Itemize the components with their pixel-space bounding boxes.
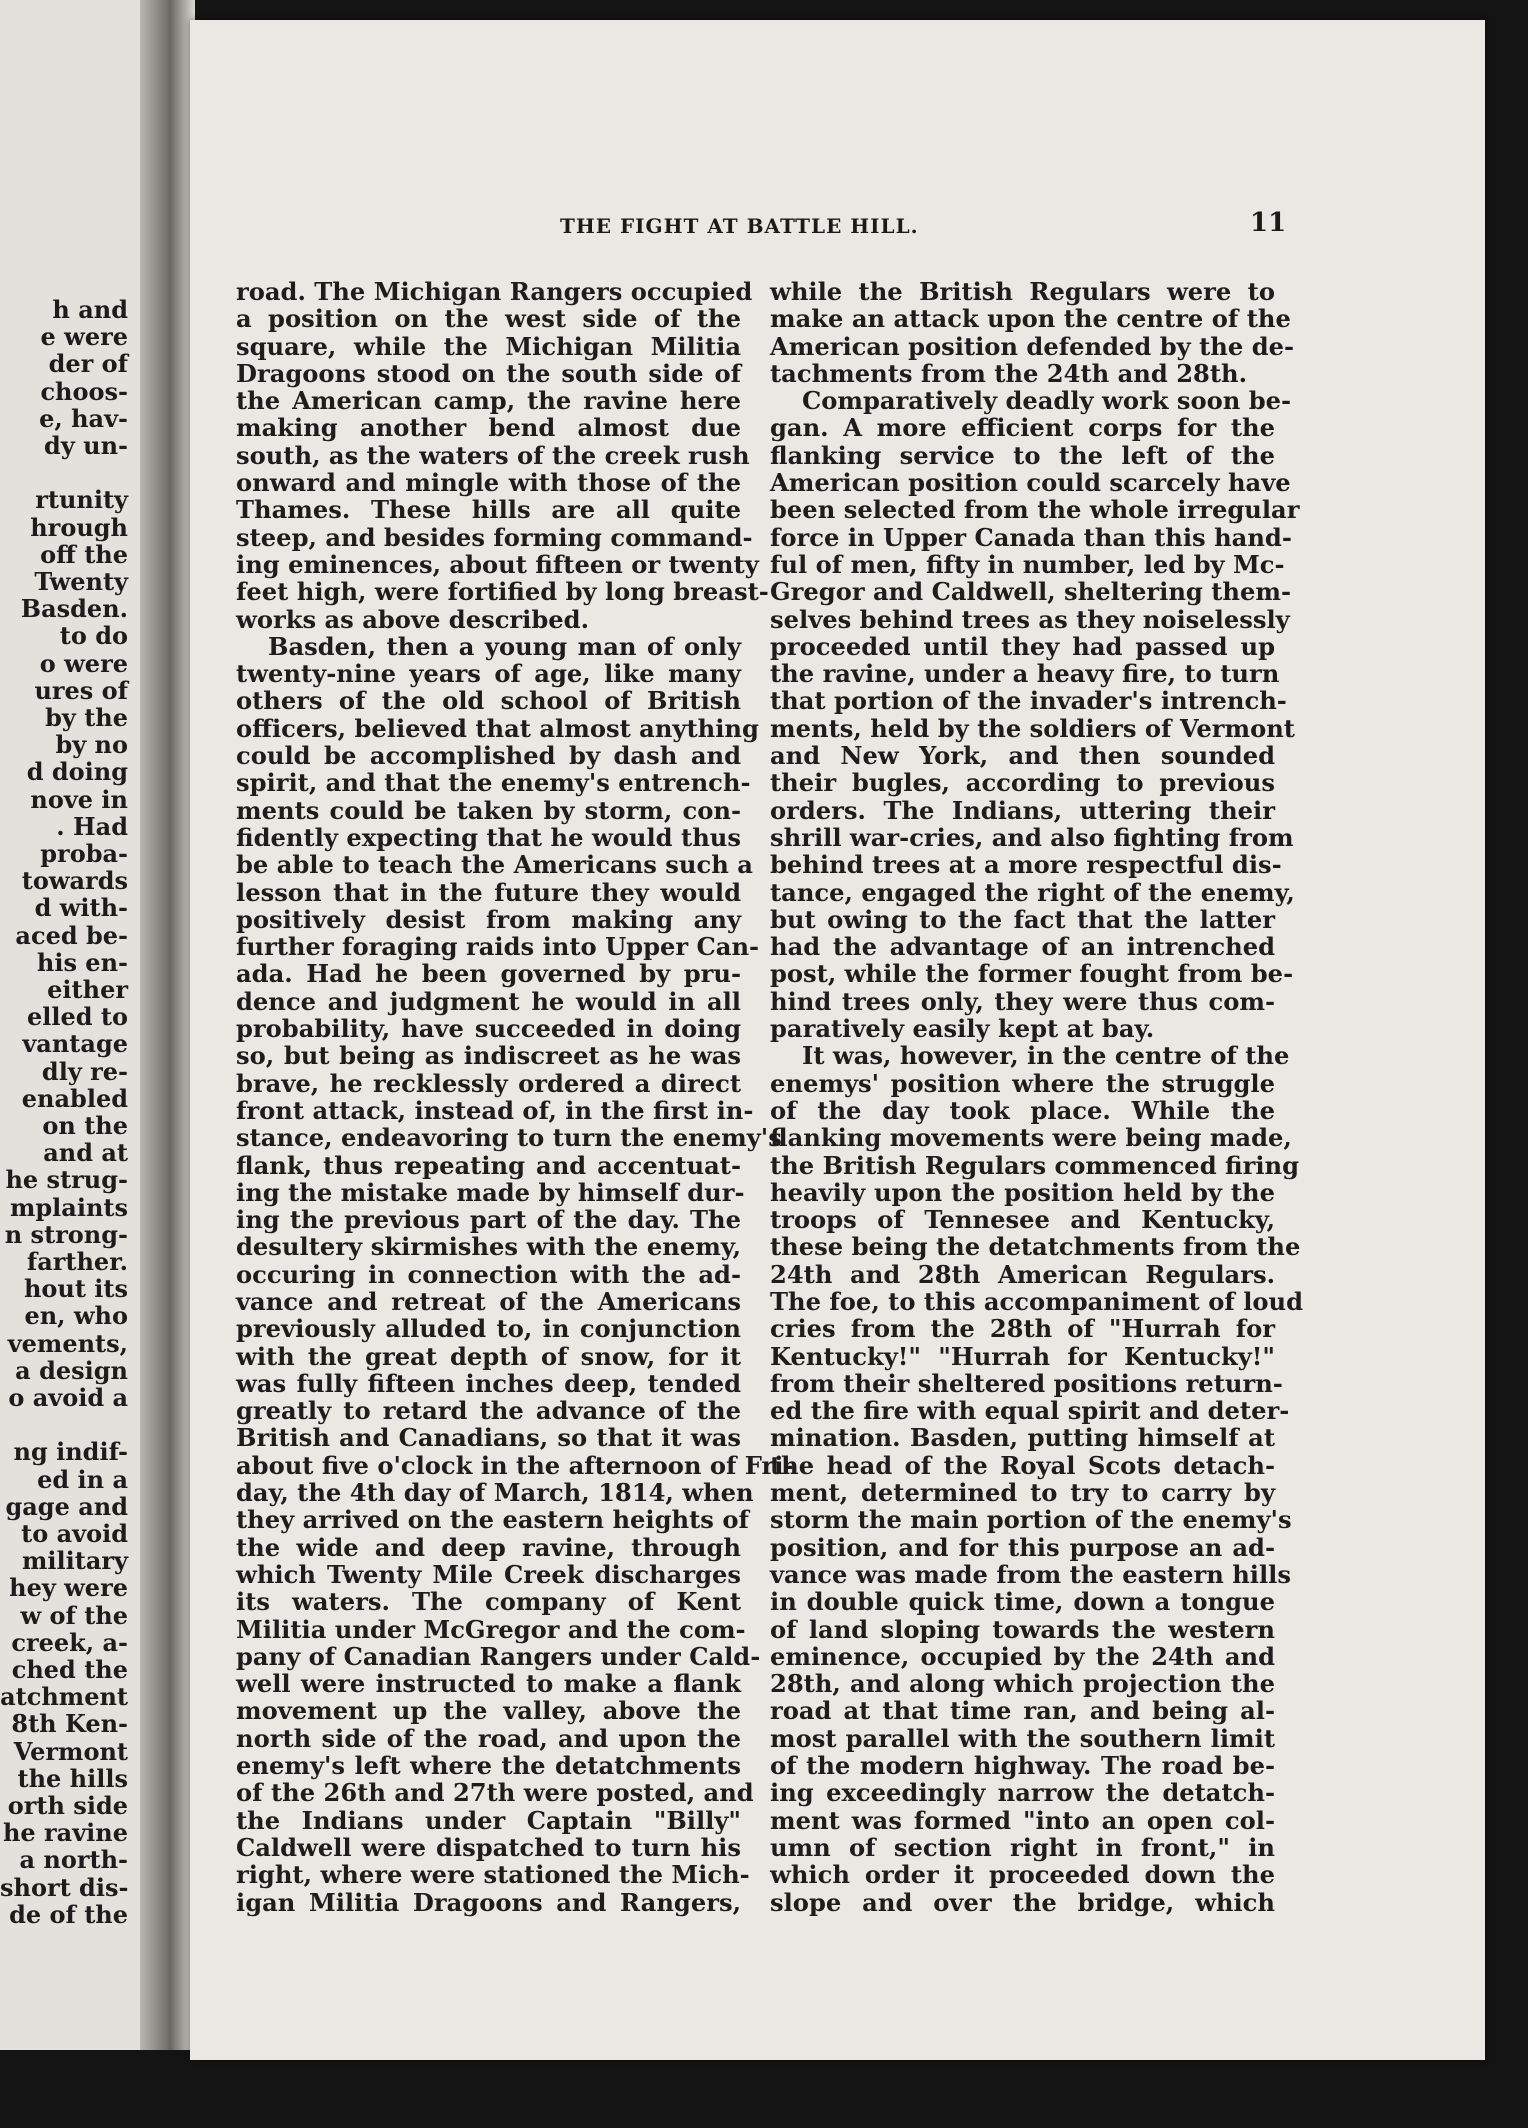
text-line: gan. A more efficient corps for the — [770, 413, 1275, 443]
text-line: ing eminences, about fifteen or twenty — [236, 549, 759, 579]
text-line: brave, he recklessly ordered a direct — [236, 1068, 741, 1098]
left-page-fragment: a design — [15, 1355, 128, 1385]
text-line: making another bend almost due — [236, 413, 741, 443]
text-line: south, as the waters of the creek rush — [236, 440, 750, 470]
text-line: of land sloping towards the western — [770, 1614, 1275, 1644]
text-column-right — [770, 277, 1304, 1917]
left-page-fragment: on the — [42, 1111, 128, 1140]
left-page-fragment: a north- — [19, 1845, 128, 1875]
text-line: and New York, and then sounded — [770, 741, 1275, 771]
running-head: THE FIGHT AT BATTLE HILL. — [560, 214, 919, 238]
left-page-fragment: his en- — [36, 947, 128, 977]
text-line: twenty-nine years of age, like many — [236, 659, 741, 689]
page-number: 11 — [1250, 208, 1287, 238]
left-page-fragment: w of the — [20, 1600, 128, 1630]
text-line: was fully fifteen inches deep, tended — [236, 1368, 741, 1398]
left-page-fragment: enabled — [21, 1083, 128, 1113]
left-page-fragment: 8th Ken- — [11, 1709, 128, 1739]
left-page-fragment: choos- — [40, 376, 128, 406]
text-line: day, the 4th day of March, 1814, when — [236, 1478, 754, 1508]
text-line: ments, held by the soldiers of Vermont — [770, 713, 1295, 743]
text-line: American position defended by the de- — [770, 331, 1295, 361]
left-page-fragment: to avoid — [21, 1519, 128, 1548]
text-line: orders. The Indians, uttering their — [770, 795, 1275, 825]
left-page-fragment: ng indif- — [13, 1437, 128, 1467]
left-page-fragment: and at — [43, 1138, 128, 1168]
left-page-fragment: off the — [40, 539, 128, 569]
text-line: Thames. These hills are all quite — [236, 495, 741, 525]
left-page-fragment: hey were — [9, 1573, 128, 1603]
text-line: Gregor and Caldwell, sheltering them- — [770, 577, 1292, 607]
text-line: spirit, and that the enemy's entrench- — [236, 768, 751, 798]
text-line: tachments from the 24th and 28th. — [770, 358, 1248, 388]
text-line: troops of Tennesee and Kentucky, — [770, 1205, 1275, 1235]
left-page-fragment: ures of — [34, 675, 128, 705]
left-page-fragment: e were — [40, 322, 128, 352]
text-line: probability, have succeeded in doing — [236, 1014, 741, 1044]
left-page-fragment: o avoid a — [8, 1383, 128, 1412]
text-line: steep, and besides forming command- — [236, 522, 753, 552]
text-line: igan Militia Dragoons and Rangers, — [236, 1887, 741, 1917]
left-page-fragment: he strug- — [5, 1165, 128, 1195]
text-line: had the advantage of an intrenched — [770, 932, 1275, 962]
text-line: road at that time ran, and being al- — [770, 1696, 1275, 1726]
text-line: from their sheltered positions return- — [770, 1368, 1283, 1398]
left-page-fragment: elled to — [26, 1002, 128, 1032]
text-line: square, while the Michigan Militia — [236, 331, 741, 361]
text-line: flank, thus repeating and accentuat- — [236, 1150, 741, 1180]
text-line: right, where were stationed the Mich- — [236, 1860, 750, 1890]
text-line: that portion of the invader's intrench- — [770, 686, 1287, 716]
text-line: enemy's left where the detatchments — [236, 1751, 741, 1781]
text-line: ed the fire with equal spirit and deter- — [770, 1396, 1290, 1426]
text-line: pany of Canadian Rangers under Cald- — [236, 1641, 761, 1671]
left-page-fragment: orth side — [7, 1791, 128, 1820]
text-line: 24th and 28th American Regulars. — [770, 1259, 1275, 1289]
text-line: most parallel with the southern limit — [770, 1723, 1275, 1753]
text-line: the ravine, under a heavy fire, to turn — [770, 659, 1280, 689]
text-line: further foraging raids into Upper Can- — [236, 932, 760, 962]
text-line: The foe, to this accompaniment of loud — [770, 1286, 1304, 1316]
text-line: position, and for this purpose an ad- — [770, 1532, 1275, 1562]
text-line: the Indians under Captain "Billy" — [236, 1805, 741, 1835]
left-page-fragment: creek, a- — [11, 1627, 128, 1657]
text-line: be able to teach the Americans such a — [236, 850, 753, 880]
text-line: feet high, were fortified by long breast- — [236, 577, 769, 607]
text-line: but owing to the fact that the latter — [770, 904, 1275, 934]
text-line: tance, engaged the right of the enemy, — [770, 877, 1295, 907]
left-page-fragment: e, hav- — [39, 403, 128, 433]
text-line: lesson that in the future they would — [236, 877, 741, 907]
text-line: their bugles, according to previous — [770, 768, 1275, 798]
left-page-fragment: vements, — [7, 1328, 128, 1358]
left-page-fragment: military — [22, 1546, 128, 1576]
text-line: dence and judgment he would in all — [236, 986, 741, 1016]
text-line: the wide and deep ravine, through — [236, 1532, 741, 1562]
left-page-fragment: vantage — [22, 1029, 128, 1059]
text-line: It was, however, in the centre of the — [802, 1041, 1290, 1071]
left-page-fragment: Vermont — [13, 1736, 128, 1766]
text-line: fidently expecting that he would thus — [236, 822, 741, 852]
text-line: stance, endeavoring to turn the enemy's — [236, 1123, 782, 1153]
left-page-fragment: hrough — [30, 512, 128, 542]
left-page-fragment: the hills — [17, 1763, 128, 1793]
text-line: could be accomplished by dash and — [236, 741, 741, 771]
text-line: positively desist from making any — [236, 904, 741, 934]
left-page-fragment: he ravine — [2, 1818, 128, 1848]
left-page — [0, 0, 158, 2050]
left-page-fragment: aced be- — [15, 920, 128, 950]
left-page-fragment: Basden. — [20, 594, 128, 624]
text-line: ing the mistake made by himself dur- — [236, 1177, 745, 1207]
text-line: of the 26th and 27th were posted, and — [236, 1778, 754, 1808]
text-line: slope and over the bridge, which — [770, 1887, 1275, 1917]
text-line: well were instructed to make a flank — [236, 1669, 741, 1699]
text-line: shrill war-cries, and also fighting from — [770, 822, 1294, 852]
text-line: works as above described. — [236, 604, 589, 634]
text-line: eminence, occupied by the 24th and — [770, 1641, 1275, 1671]
left-page-fragment: mplaints — [9, 1192, 128, 1222]
text-line: they arrived on the eastern heights of — [236, 1505, 749, 1535]
text-line: movement up the valley, above the — [236, 1696, 741, 1726]
left-page-fragment: atchment — [0, 1682, 128, 1712]
left-page-fragment: dly re- — [41, 1056, 128, 1086]
text-line: Basden, then a young man of only — [268, 631, 741, 661]
text-line: while the British Regulars were to — [770, 277, 1275, 306]
text-line: Militia under McGregor and the com- — [236, 1614, 746, 1644]
left-page-fragment: either — [47, 975, 128, 1004]
left-page-fragment: nove in — [30, 784, 128, 814]
left-page-fragment: . Had — [56, 811, 128, 841]
text-line: hind trees only, they were thus com- — [770, 986, 1275, 1016]
text-line: ment was formed "into an open col- — [770, 1805, 1275, 1835]
text-line: ing the previous part of the day. The — [236, 1205, 741, 1235]
text-line: road. The Michigan Rangers occupied — [236, 277, 753, 306]
text-line: Kentucky!" "Hurrah for Kentucky!" — [770, 1341, 1275, 1371]
left-page-fragment: der of — [48, 349, 128, 379]
text-line: onward and mingle with those of the — [236, 468, 741, 498]
text-line: so, but being as indiscreet as he was — [236, 1041, 741, 1071]
text-line: about five o'clock in the afternoon of Fri- — [236, 1450, 794, 1480]
left-page-fragment: n strong- — [4, 1219, 128, 1249]
left-page-fragment: en, who — [24, 1301, 128, 1331]
text-line: post, while the former fought from be- — [770, 959, 1294, 989]
text-line: behind trees at a more respectful dis- — [770, 850, 1282, 880]
text-line: ment, determined to try to carry by — [770, 1478, 1275, 1508]
left-page-fragment: rtunity — [35, 485, 128, 515]
left-page-fragment: d with- — [34, 893, 128, 923]
text-line: of the modern highway. The road be- — [770, 1751, 1275, 1781]
left-page-fragment: Twenty — [34, 567, 128, 596]
book-gutter — [140, 0, 195, 2050]
text-line: ful of men, fifty in number, led by Mc- — [770, 549, 1285, 579]
left-page-fragment: by the — [45, 703, 128, 732]
text-line: Caldwell were dispatched to turn his — [236, 1832, 741, 1862]
text-line: make an attack upon the centre of the — [770, 304, 1291, 334]
left-page-fragment: by no — [55, 730, 128, 760]
text-line: Comparatively deadly work soon be- — [802, 386, 1292, 416]
left-page-fragment: d doing — [26, 757, 128, 787]
text-line: others of the old school of British — [236, 686, 741, 716]
text-line: north side of the road, and upon the — [236, 1723, 741, 1753]
left-page-fragment: hout its — [23, 1274, 128, 1304]
text-line: umn of section right in front," in — [770, 1832, 1275, 1862]
left-page-fragment: ed in a — [37, 1464, 128, 1494]
text-line: heavily upon the position held by the — [770, 1177, 1275, 1207]
left-page-fragment: ched the — [11, 1655, 128, 1684]
left-page-fragment: dy un- — [44, 431, 128, 460]
text-line: American position could scarcely have — [770, 468, 1291, 498]
text-line: front attack, instead of, in the first in- — [236, 1095, 754, 1125]
left-page-fragment: proba- — [40, 839, 128, 868]
text-line: British and Canadians, so that it was — [236, 1423, 741, 1453]
text-line: ing exceedingly narrow the detatch- — [770, 1778, 1275, 1808]
left-page-fragment: to do — [59, 621, 128, 651]
text-line: the American camp, the ravine here — [236, 386, 741, 416]
text-line: of the day took place. While the — [770, 1095, 1275, 1125]
text-line: which order it proceeded down the — [770, 1860, 1275, 1890]
text-line: with the great depth of snow, for it — [236, 1341, 741, 1371]
left-page-fragment: de of the — [9, 1899, 128, 1929]
left-page-fragment: h and — [52, 295, 128, 324]
left-page-fragment: short dis- — [0, 1872, 129, 1902]
left-page-fragment: o were — [39, 648, 128, 678]
text-line: 28th, and along which projection the — [770, 1669, 1275, 1699]
text-line: the head of the Royal Scots detach- — [770, 1450, 1275, 1480]
text-line: a position on the west side of the — [236, 304, 741, 334]
text-line: which Twenty Mile Creek discharges — [236, 1559, 741, 1589]
text-line: officers, believed that almost anything — [236, 713, 759, 743]
text-line: enemys' position where the struggle — [770, 1068, 1275, 1098]
left-page-fragment: gage and — [5, 1491, 128, 1521]
text-line: paratively easily kept at bay. — [770, 1014, 1155, 1044]
text-line: vance was made from the eastern hills — [770, 1559, 1291, 1589]
text-line: desultery skirmishes with the enemy, — [236, 1232, 741, 1262]
text-line: ments could be taken by storm, con- — [236, 795, 741, 825]
text-line: its waters. The company of Kent — [236, 1587, 741, 1617]
text-line: mination. Basden, putting himself at — [770, 1423, 1275, 1453]
text-line: flanking service to the left of the — [770, 440, 1275, 470]
text-line: in double quick time, down a tongue — [770, 1587, 1275, 1617]
text-line: selves behind trees as they noiselessly — [770, 604, 1290, 634]
text-line: previously alluded to, in conjunction — [236, 1314, 741, 1344]
text-line: these being the detatchments from the — [770, 1232, 1301, 1262]
text-line: ada. Had he been governed by pru- — [236, 959, 741, 989]
text-line: flanking movements were being made, — [770, 1123, 1292, 1153]
text-line: storm the main portion of the enemy's — [770, 1505, 1292, 1535]
text-line: force in Upper Canada than this hand- — [770, 522, 1292, 552]
text-line: been selected from the whole irregular — [770, 495, 1300, 525]
text-line: proceeded until they had passed up — [770, 631, 1275, 661]
text-line: the British Regulars commenced firing — [770, 1150, 1300, 1180]
text-line: greatly to retard the advance of the — [236, 1396, 741, 1426]
text-line: cries from the 28th of "Hurrah for — [770, 1314, 1275, 1344]
text-column-left — [236, 277, 794, 1917]
left-page-fragment: towards — [21, 866, 128, 896]
left-page-fragment: farther. — [26, 1247, 128, 1276]
text-line: vance and retreat of the Americans — [236, 1286, 741, 1316]
text-line: Dragoons stood on the south side of — [236, 358, 741, 388]
text-line: occuring in connection with the ad- — [236, 1259, 741, 1289]
